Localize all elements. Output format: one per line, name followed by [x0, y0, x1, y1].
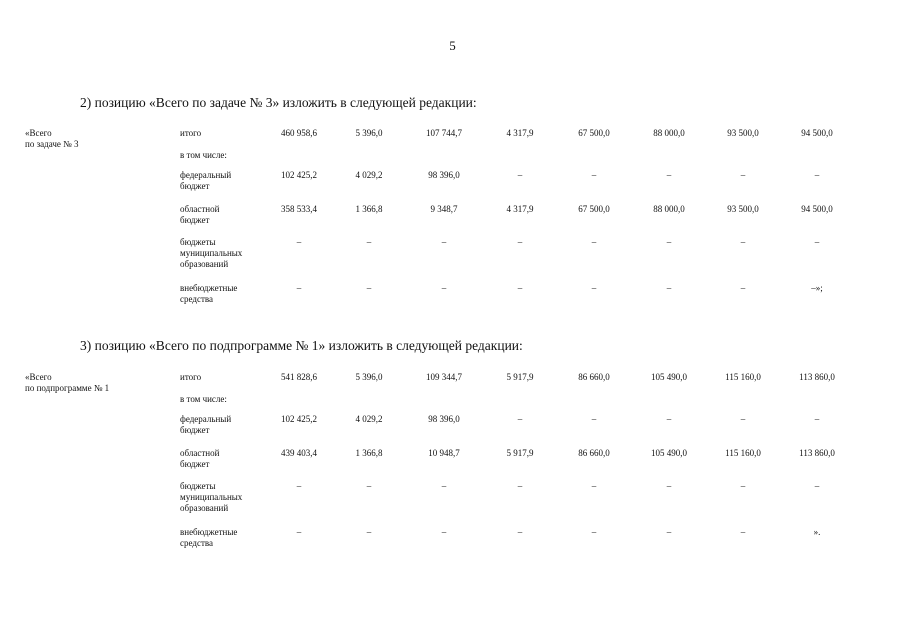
- section-heading: 3) позицию «Всего по подпрограмме № 1» изложить в следующей редакции:: [80, 338, 523, 353]
- table-cell: –: [591, 527, 597, 537]
- table-cell: 460 958,6: [281, 128, 317, 138]
- table-cell: –: [517, 237, 523, 247]
- table-cell: 93 500,0: [727, 204, 759, 214]
- table-cell: –: [814, 414, 820, 424]
- table-cell: 94 500,0: [801, 128, 833, 138]
- row-label: областной бюджет: [180, 204, 220, 225]
- table-cell: 93 500,0: [727, 128, 759, 138]
- table-cell: 113 860,0: [799, 448, 835, 458]
- table-cell: 1 366,8: [355, 204, 383, 214]
- table-cell: –: [666, 414, 672, 424]
- table-cell: –: [366, 283, 372, 293]
- table-cell: –: [591, 414, 597, 424]
- table-cell: –: [441, 237, 447, 247]
- row-label: внебюджетные средства: [180, 527, 238, 548]
- table-cell: 67 500,0: [578, 204, 610, 214]
- table-cell: 86 660,0: [578, 448, 610, 458]
- table-cell: 5 917,9: [506, 372, 534, 382]
- table-cell: –: [441, 481, 447, 491]
- table-cell: –: [296, 283, 302, 293]
- table-cell: –: [666, 527, 672, 537]
- table-cell: –: [296, 237, 302, 247]
- table-cell: –: [517, 527, 523, 537]
- table-cell: 1 366,8: [355, 448, 383, 458]
- table-cell: –: [591, 237, 597, 247]
- table-cell: –: [814, 481, 820, 491]
- table-cell: –: [666, 481, 672, 491]
- table-cell: –: [591, 481, 597, 491]
- section-heading: 2) позицию «Всего по задаче № 3» изложить в следующей редакции:: [80, 95, 477, 110]
- table-cell: –: [740, 527, 746, 537]
- table-cell: –: [740, 481, 746, 491]
- table-cell: –: [517, 283, 523, 293]
- table-cell: –: [740, 170, 746, 180]
- table-cell: 98 396,0: [428, 170, 460, 180]
- table-cell: –: [814, 170, 820, 180]
- table-cell: 67 500,0: [578, 128, 610, 138]
- table-cell: 5 917,9: [506, 448, 534, 458]
- table-cell: –: [296, 481, 302, 491]
- table-cell: –: [366, 237, 372, 247]
- table-cell: 109 344,7: [426, 372, 462, 382]
- table-cell: 115 160,0: [725, 372, 761, 382]
- row-label: в том числе:: [180, 394, 227, 404]
- position-label: «Всего по задаче № 3: [25, 128, 79, 149]
- row-label: федеральный бюджет: [180, 414, 232, 435]
- table-cell: ».: [813, 527, 821, 537]
- table-cell: 86 660,0: [578, 372, 610, 382]
- table-cell: –: [517, 481, 523, 491]
- table-cell: –: [740, 283, 746, 293]
- table-cell: 105 490,0: [651, 372, 687, 382]
- table-cell: 107 744,7: [426, 128, 462, 138]
- row-label: бюджеты муниципальных образований: [180, 237, 243, 269]
- row-label: бюджеты муниципальных образований: [180, 481, 243, 513]
- table-cell: –: [441, 527, 447, 537]
- table-cell: 4 317,9: [506, 204, 534, 214]
- table-cell: 98 396,0: [428, 414, 460, 424]
- table-cell: 541 828,6: [281, 372, 317, 382]
- table-cell: 105 490,0: [651, 448, 687, 458]
- row-label: внебюджетные средства: [180, 283, 238, 304]
- table-cell: 88 000,0: [653, 204, 685, 214]
- table-cell: 5 396,0: [355, 372, 383, 382]
- table-cell: 4 029,2: [355, 414, 383, 424]
- table-cell: –: [296, 527, 302, 537]
- table-cell: –: [517, 170, 523, 180]
- table-cell: –: [666, 283, 672, 293]
- table-cell: –: [740, 414, 746, 424]
- table-cell: 115 160,0: [725, 448, 761, 458]
- table-cell: –: [441, 283, 447, 293]
- table-cell: 9 348,7: [430, 204, 458, 214]
- table-cell: –: [666, 170, 672, 180]
- table-cell: –: [517, 414, 523, 424]
- table-cell: 358 533,4: [281, 204, 317, 214]
- table-cell: 102 425,2: [281, 414, 317, 424]
- table-cell: 94 500,0: [801, 204, 833, 214]
- table-cell: 113 860,0: [799, 372, 835, 382]
- row-label: в том числе:: [180, 150, 227, 160]
- table-cell: –: [366, 481, 372, 491]
- table-cell: –: [591, 170, 597, 180]
- table-cell: –: [666, 237, 672, 247]
- table-cell: 4 029,2: [355, 170, 383, 180]
- row-label: итого: [180, 128, 202, 138]
- page-number: 5: [449, 38, 456, 53]
- row-label: областной бюджет: [180, 448, 220, 469]
- table-cell: 439 403,4: [281, 448, 317, 458]
- table-cell: –: [740, 237, 746, 247]
- table-cell: 5 396,0: [355, 128, 383, 138]
- table-cell: 88 000,0: [653, 128, 685, 138]
- row-label: итого: [180, 372, 202, 382]
- row-label: федеральный бюджет: [180, 170, 232, 191]
- table-cell: 10 948,7: [428, 448, 460, 458]
- table-cell: –: [591, 283, 597, 293]
- table-cell: 102 425,2: [281, 170, 317, 180]
- table-cell: –»;: [811, 283, 823, 293]
- table-cell: –: [814, 237, 820, 247]
- position-label: «Всего по подпрограмме № 1: [25, 372, 110, 393]
- table-cell: 4 317,9: [506, 128, 534, 138]
- table-cell: –: [366, 527, 372, 537]
